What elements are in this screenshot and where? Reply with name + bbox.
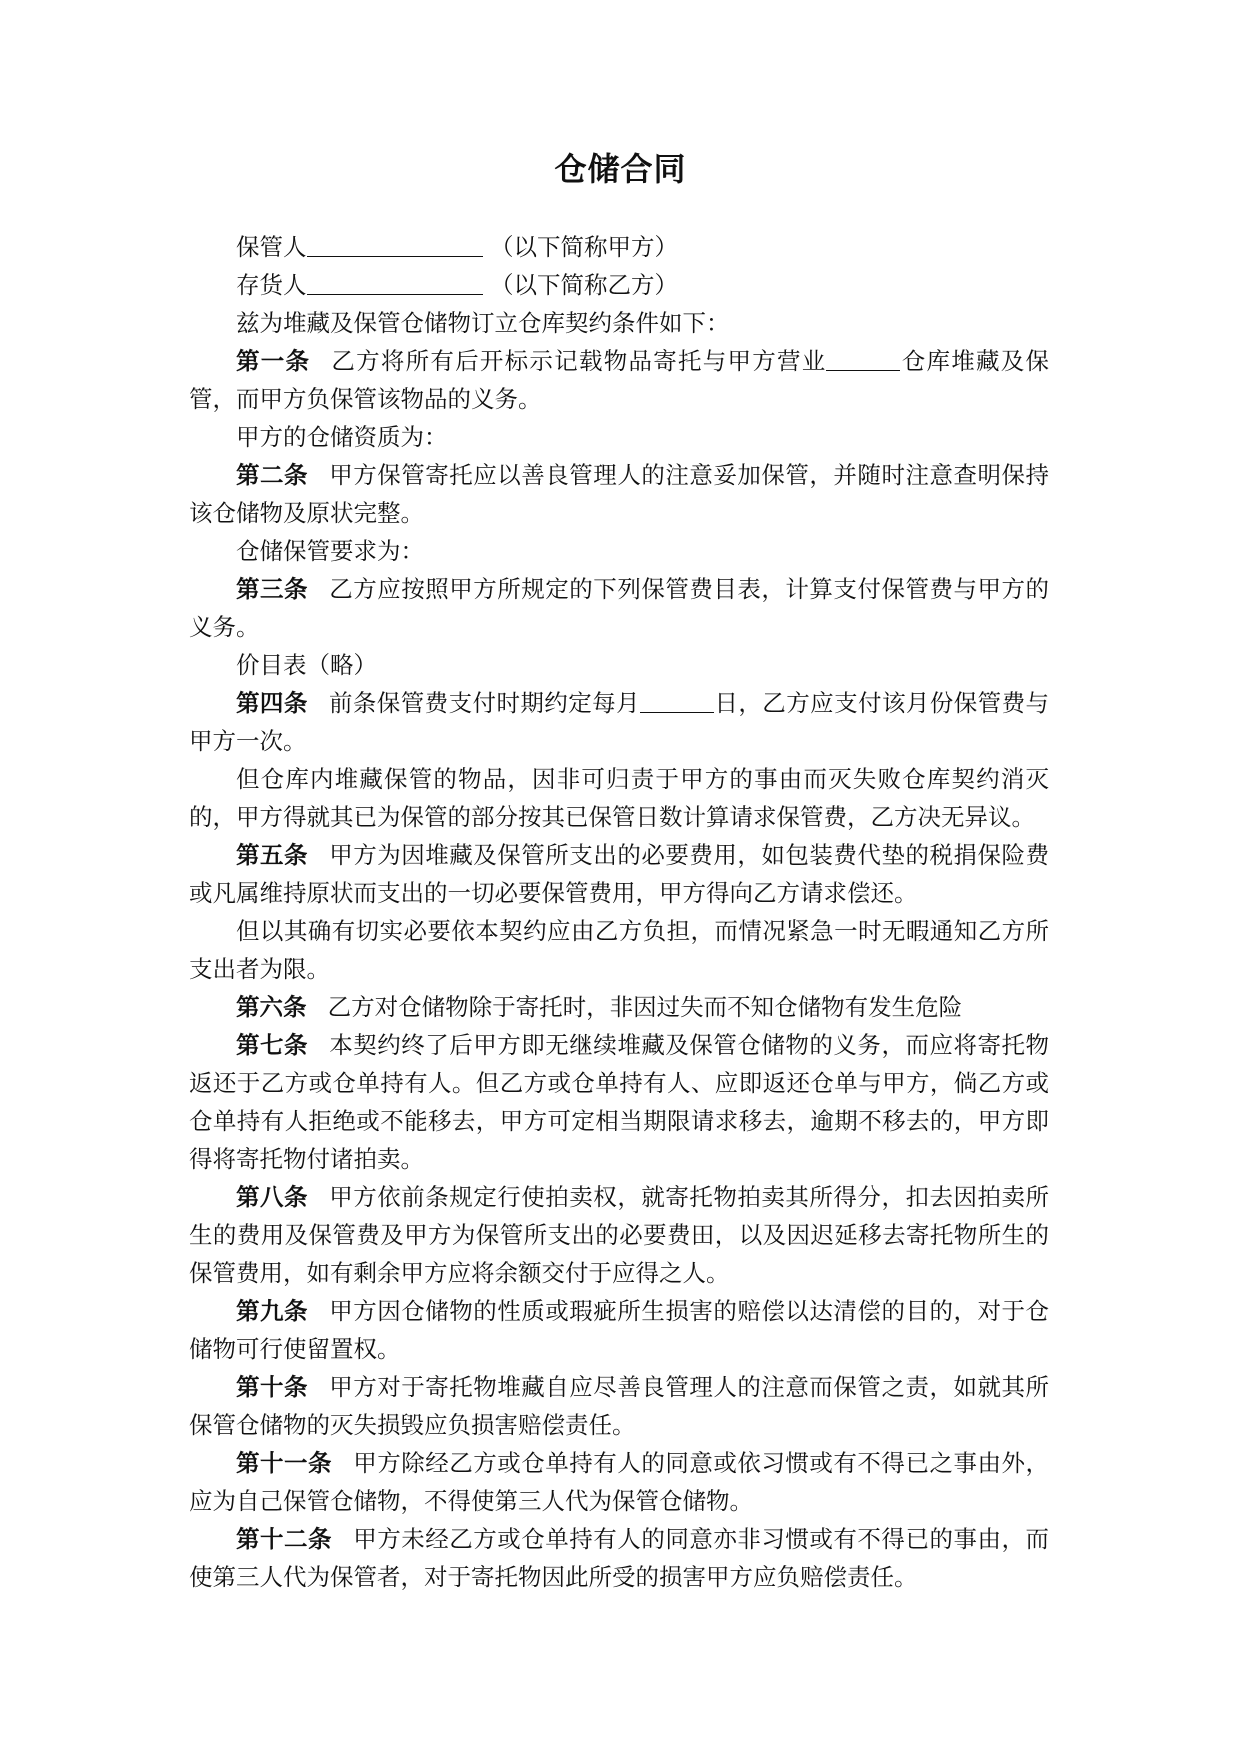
article-2-label: 第二条 xyxy=(236,461,309,489)
warehouse-blank xyxy=(826,348,900,371)
article-5-text: 甲方为因堆藏及保管所支出的必要费用，如包装费代垫的税捐保险费或凡属维持原状而支出的一切必要保管费用，甲方得向乙方请求偿还。 xyxy=(189,841,1050,907)
article-11-text: 甲方除经乙方或仓单持有人的同意或依习惯或有不得已之事由外，应为自己保管仓储物，不得使第三人代为保管仓储物。 xyxy=(189,1449,1050,1515)
article-2-text: 甲方保管寄托应以善良管理人的注意妥加保管，并随时注意查明保持该仓储物及原状完整。 xyxy=(189,461,1050,527)
keeper-label: 保管人 xyxy=(236,233,307,261)
article-4-text-after: 日，乙方应支付该月份保管费与甲方一次。 xyxy=(189,689,1050,755)
article-11-label: 第十一条 xyxy=(236,1449,333,1477)
article-7-text: 本契约终了后甲方即无继续堆藏及保管仓储物的义务，而应将寄托物返还于乙方或仓单持有人。但乙方或仓单持有人、应即返还仓单与甲方，倘乙方或仓单持有人拒绝或不能移去，甲方可定相当期限请求移去，逾期不移去的，甲方即得将寄托物付诸拍卖。 xyxy=(189,1031,1050,1173)
article-8-text: 甲方依前条规定行使拍卖权，就寄托物拍卖其所得分，扣去因拍卖所生的费用及保管费及甲方为保管所支出的必要费田，以及因迟延移去寄托物所生的保管费用，如有剩余甲方应将余额交付于应得之人。 xyxy=(189,1183,1050,1287)
article-12-label: 第十二条 xyxy=(236,1525,333,1553)
depositor-blank xyxy=(307,272,483,295)
article-7-label: 第七条 xyxy=(236,1031,309,1059)
article-1-text-after: 仓库堆藏及保管，而甲方负保管该物品的义务。 xyxy=(189,347,1050,413)
article-6-label: 第六条 xyxy=(236,993,307,1021)
article-4-extra: 但仓库内堆藏保管的物品，因非可归责于甲方的事由而灭失败仓库契约消灭的，甲方得就其已为保管的部分按其已保管日数计算请求保管费，乙方决无异议。 xyxy=(189,765,1049,831)
article-9-label: 第九条 xyxy=(236,1297,309,1325)
article-3-label: 第三条 xyxy=(236,575,309,603)
article-5-extra: 但以其确有切实必要依本契约应由乙方负担，而情况紧急一时无暇通知乙方所支出者为限。 xyxy=(189,917,1049,983)
day-blank xyxy=(640,690,714,713)
article-5 xyxy=(189,836,1049,912)
qualification-paragraph: 甲方的仓储资质为： xyxy=(236,423,448,451)
article-9-text: 甲方因仓储物的性质或瑕疵所生损害的赔偿以达清偿的目的，对于仓储物可行使留置权。 xyxy=(189,1297,1050,1363)
intro-paragraph: 兹为堆藏及保管仓储物订立仓库契约条件如下： xyxy=(236,309,730,337)
article-1-text-before: 乙方将所有后开标示记载物品寄托与甲方营业 xyxy=(331,347,827,375)
article-1-label: 第一条 xyxy=(236,347,311,375)
article-8 xyxy=(189,1178,1049,1292)
article-5-label: 第五条 xyxy=(236,841,309,869)
article-6 xyxy=(189,988,1049,1026)
article-10 xyxy=(189,1368,1049,1444)
contract-body xyxy=(189,228,1049,1596)
article-2 xyxy=(189,456,1049,532)
depositor-line xyxy=(189,266,1049,304)
price-list-paragraph: 价目表（略） xyxy=(236,651,377,679)
article-6-text: 乙方对仓储物除于寄托时，非因过失而不知仓储物有发生危险 xyxy=(327,993,963,1021)
keeper-note: （以下简称甲方） xyxy=(489,233,678,261)
depositor-note: （以下简称乙方） xyxy=(489,271,678,299)
article-12-text: 甲方未经乙方或仓单持有人的同意亦非习惯或有不得已的事由，而使第三人代为保管者，对于寄托物因此所受的损害甲方应负赔偿责任。 xyxy=(189,1525,1050,1591)
article-8-label: 第八条 xyxy=(236,1183,309,1211)
article-4 xyxy=(189,684,1049,760)
article-9 xyxy=(189,1292,1049,1368)
keeper-line xyxy=(189,228,1049,266)
requirements-paragraph: 仓储保管要求为： xyxy=(236,537,424,565)
article-4-text-before: 前条保管费支付时期约定每月 xyxy=(328,689,641,717)
article-7 xyxy=(189,1026,1049,1178)
depositor-label: 存货人 xyxy=(236,271,307,299)
article-10-text: 甲方对于寄托物堆藏自应尽善良管理人的注意而保管之责，如就其所保管仓储物的灭失损毁应负损害赔偿责任。 xyxy=(189,1373,1050,1439)
article-11 xyxy=(189,1444,1049,1520)
article-4-label: 第四条 xyxy=(236,689,308,717)
article-12 xyxy=(189,1520,1049,1596)
article-10-label: 第十条 xyxy=(236,1373,309,1401)
document-title: 仓储合同 xyxy=(554,150,687,188)
article-1 xyxy=(189,342,1049,418)
article-3-text: 乙方应按照甲方所规定的下列保管费目表，计算支付保管费与甲方的义务。 xyxy=(189,575,1050,641)
keeper-blank xyxy=(307,234,483,257)
article-3 xyxy=(189,570,1049,646)
